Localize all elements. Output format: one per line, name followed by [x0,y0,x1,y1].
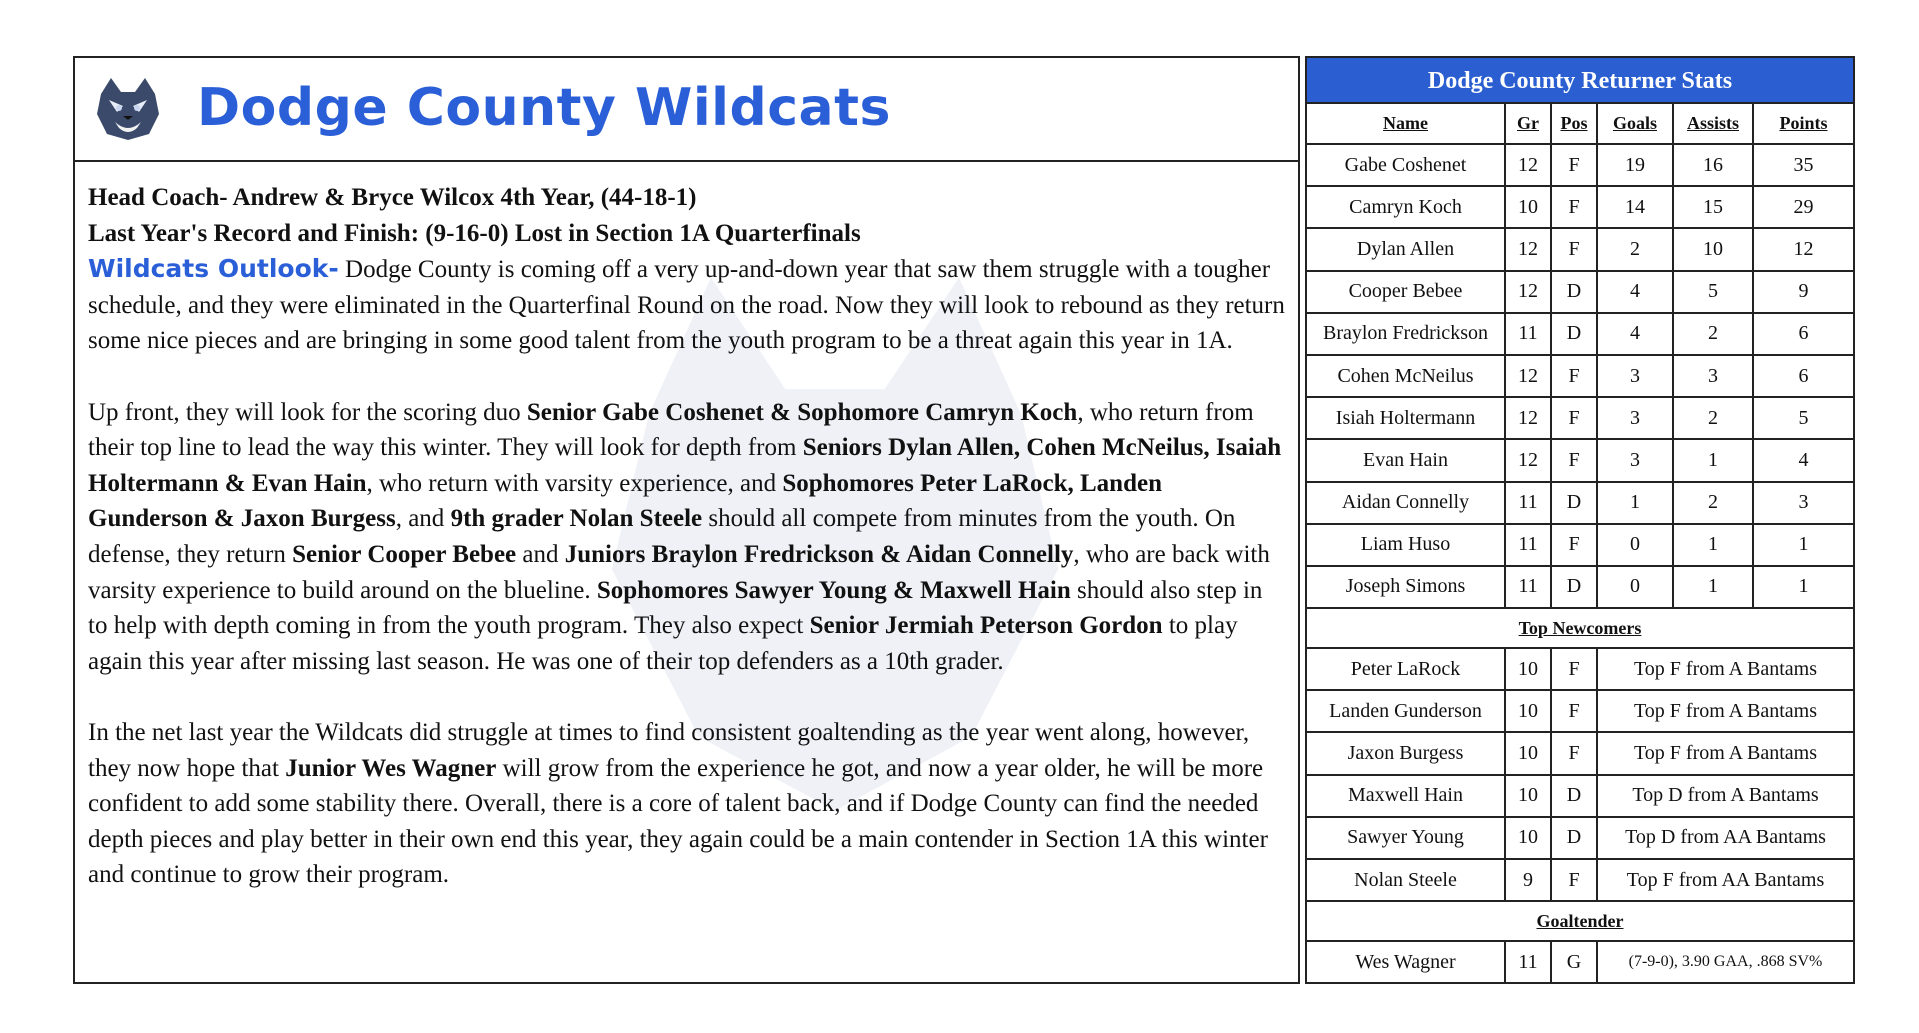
cell-position: F [1551,439,1597,481]
cell-position: F [1551,355,1597,397]
bold-player-names: Sophomores Sawyer Young & Maxwell Hain [596,576,1071,604]
cell-grade: 11 [1505,941,1551,983]
cell-position: F [1551,144,1597,186]
cell-goals: 0 [1597,566,1673,608]
stats-grid [1307,104,1853,984]
bold-player-names: Senior Jermiah Peterson Gordon [809,612,1163,640]
paragraph-text: should also step in to help with depth coming in from the youth program. They also expect [88,576,1263,640]
cell-name: Braylon Fredrickson [1307,313,1505,355]
cell-position: D [1551,566,1597,608]
paragraph-text: In the net last year the Wildcats did struggle at times to find consistent goaltending as the year went along, however, they now hope that [88,718,1250,782]
cell-note: Top D from A Bantams [1597,775,1853,817]
table-row [1307,186,1853,228]
table-row [1307,524,1853,566]
cell-position: F [1551,732,1597,774]
team-title: Dodge County Wildcats [197,78,891,138]
cell-position: F [1551,186,1597,228]
column-header-position: Pos [1551,104,1597,144]
cell-grade: 12 [1505,144,1551,186]
cell-grade: 12 [1505,271,1551,313]
cell-name: Camryn Koch [1307,186,1505,228]
bold-player-names: Junior Wes Wagner [285,754,497,782]
cell-assists: 1 [1673,566,1753,608]
outlook-paragraph [88,251,1286,359]
paragraph-text: will grow from the experience he got, and now a year older, he will be more confident to add some stability there. Overall, there is a core of talent back, and if Dodge County can find the needed depth pieces and play better in their own end this year, they again could be a main contender in Section 1A this winter and continue to grow their program. [88,754,1268,889]
goaltender-section [1307,901,1853,941]
paragraph-text: should all compete from minutes from the youth. On defense, they return [88,505,1236,568]
cell-grade: 10 [1505,775,1551,817]
cell-note: Top F from A Bantams [1597,648,1853,690]
cell-goals: 1 [1597,482,1673,524]
cell-grade: 10 [1505,186,1551,228]
cell-assists: 15 [1673,186,1753,228]
table-row [1307,355,1853,397]
cell-position: D [1551,271,1597,313]
cell-position: F [1551,648,1597,690]
cell-points: 29 [1753,186,1853,228]
cell-grade: 12 [1505,397,1551,439]
cell-assists: 5 [1673,271,1753,313]
cell-goals: 0 [1597,524,1673,566]
cell-points: 12 [1753,228,1853,270]
table-header-row [1307,104,1853,144]
cell-assists: 2 [1673,313,1753,355]
cell-goals: 4 [1597,271,1673,313]
forwards-defense-paragraph [88,395,1286,680]
cell-assists: 2 [1673,482,1753,524]
cell-name: Nolan Steele [1307,859,1505,901]
column-header-assists: Assists [1673,104,1753,144]
table-row [1307,690,1853,732]
goaltender-section-label: Goaltender [1307,901,1853,941]
cell-goals: 19 [1597,144,1673,186]
cell-goals: 3 [1597,355,1673,397]
paragraph-text: to play again this year after missing last season. He was one of their top defenders as a 10th grader. [88,612,1238,675]
cell-points: 35 [1753,144,1853,186]
cell-grade: 9 [1505,859,1551,901]
cell-assists: 10 [1673,228,1753,270]
table-row [1307,313,1853,355]
cell-position: F [1551,397,1597,439]
article-body [75,162,1298,893]
table-row [1307,228,1853,270]
cell-note: Top D from AA Bantams [1597,817,1853,859]
team-preview-article [73,56,1300,984]
table-row [1307,775,1853,817]
bold-player-names: 9th grader Nolan Steele [450,505,703,533]
bold-player-names: Seniors Dylan Allen, Cohen McNeilus, Isaiah Holtermann & Evan Hain [88,434,1282,497]
paragraph-text: , and [395,505,451,533]
cell-assists: 2 [1673,397,1753,439]
table-row [1307,144,1853,186]
cell-points: 6 [1753,355,1853,397]
cell-goals: 3 [1597,439,1673,481]
cell-grade: 10 [1505,648,1551,690]
cell-name: Gabe Coshenet [1307,144,1505,186]
cell-position: F [1551,228,1597,270]
cell-name: Isiah Holtermann [1307,397,1505,439]
cell-points: 1 [1753,566,1853,608]
table-row [1307,859,1853,901]
cell-note: Top F from A Bantams [1597,732,1853,774]
cell-name: Jaxon Burgess [1307,732,1505,774]
paragraph-text: and [516,540,565,568]
bold-player-names: Senior Gabe Coshenet & Sophomore Camryn Koch [526,398,1078,426]
cell-position: G [1551,941,1597,983]
outlook-label: Wildcats Outlook- [88,254,339,284]
cell-name: Landen Gunderson [1307,690,1505,732]
cell-position: F [1551,524,1597,566]
cell-points: 6 [1753,313,1853,355]
newcomers-section [1307,608,1853,648]
cell-grade: 12 [1505,355,1551,397]
cell-grade: 12 [1505,439,1551,481]
cell-name: Liam Huso [1307,524,1505,566]
cell-note: Top F from A Bantams [1597,690,1853,732]
bold-player-names: Sophomores Peter LaRock, Landen Gunderson & Jaxon Burgess [88,469,1162,533]
cell-position: F [1551,859,1597,901]
table-row [1307,648,1853,690]
cell-points: 1 [1753,524,1853,566]
table-row [1307,482,1853,524]
bold-player-names: Senior Cooper Bebee [292,540,517,568]
record-line: Last Year's Record and Finish: (9-16-0) Lost in Section 1A Quarterfinals [88,219,861,247]
head-coach-line: Head Coach- Andrew & Bryce Wilcox 4th Year, (44-18-1) [88,184,697,211]
cell-position: D [1551,775,1597,817]
wildcat-logo-icon [93,76,163,142]
cell-assists: 16 [1673,144,1753,186]
cell-points: 5 [1753,397,1853,439]
cell-grade: 12 [1505,228,1551,270]
table-row [1307,941,1853,983]
cell-position: D [1551,313,1597,355]
column-header-grade: Gr [1505,104,1551,144]
goaltending-paragraph [88,715,1286,893]
cell-grade: 10 [1505,690,1551,732]
cell-points: 9 [1753,271,1853,313]
cell-grade: 10 [1505,817,1551,859]
article-header [75,58,1298,162]
cell-name: Wes Wagner [1307,941,1505,983]
table-row [1307,439,1853,481]
cell-grade: 11 [1505,566,1551,608]
cell-name: Joseph Simons [1307,566,1505,608]
cell-assists: 3 [1673,355,1753,397]
cell-goals: 3 [1597,397,1673,439]
cell-assists: 1 [1673,524,1753,566]
stats-title: Dodge County Returner Stats [1307,58,1853,104]
cell-goals: 14 [1597,186,1673,228]
cell-name: Peter LaRock [1307,648,1505,690]
cell-name: Maxwell Hain [1307,775,1505,817]
column-header-points: Points [1753,104,1853,144]
returner-stats-table [1305,56,1855,984]
outlook-text: Dodge County is coming off a very up-and-down year that saw them struggle with a tougher schedule, and they were eliminated in the Quarterfinal Round on the road. Now they will look to rebound as they return some nice pieces and are bringing in some good talent from the youth program to be a threat again this year in 1A. [88,256,1285,355]
column-header-goals: Goals [1597,104,1673,144]
cell-note: Top F from AA Bantams [1597,859,1853,901]
paragraph-text: Up front, they will look for the scoring duo [88,398,527,426]
paragraph-text: , who are back with varsity experience to build around on the blueline. [88,540,1270,604]
cell-grade: 11 [1505,313,1551,355]
cell-goals: 2 [1597,228,1673,270]
table-row [1307,566,1853,608]
column-header-name: Name [1307,104,1505,144]
cell-points: 4 [1753,439,1853,481]
table-row [1307,732,1853,774]
table-row [1307,817,1853,859]
cell-position: F [1551,690,1597,732]
bold-player-names: Juniors Braylon Fredrickson & Aidan Connelly [564,540,1074,568]
newcomers-section-label: Top Newcomers [1307,608,1853,648]
table-row [1307,271,1853,313]
cell-name: Sawyer Young [1307,817,1505,859]
paragraph-text: , who return with varsity experience, and [366,469,783,497]
cell-assists: 1 [1673,439,1753,481]
cell-name: Cooper Bebee [1307,271,1505,313]
cell-name: Aidan Connelly [1307,482,1505,524]
cell-position: D [1551,817,1597,859]
table-row [1307,397,1853,439]
paragraph-text: , who return from their top line to lead the way this winter. They will look for depth from [88,398,1254,462]
cell-name: Evan Hain [1307,439,1505,481]
cell-name: Dylan Allen [1307,228,1505,270]
cell-grade: 10 [1505,732,1551,774]
cell-position: D [1551,482,1597,524]
cell-note: (7-9-0), 3.90 GAA, .868 SV% [1597,941,1853,983]
cell-goals: 4 [1597,313,1673,355]
cell-grade: 11 [1505,482,1551,524]
cell-name: Cohen McNeilus [1307,355,1505,397]
cell-grade: 11 [1505,524,1551,566]
cell-points: 3 [1753,482,1853,524]
